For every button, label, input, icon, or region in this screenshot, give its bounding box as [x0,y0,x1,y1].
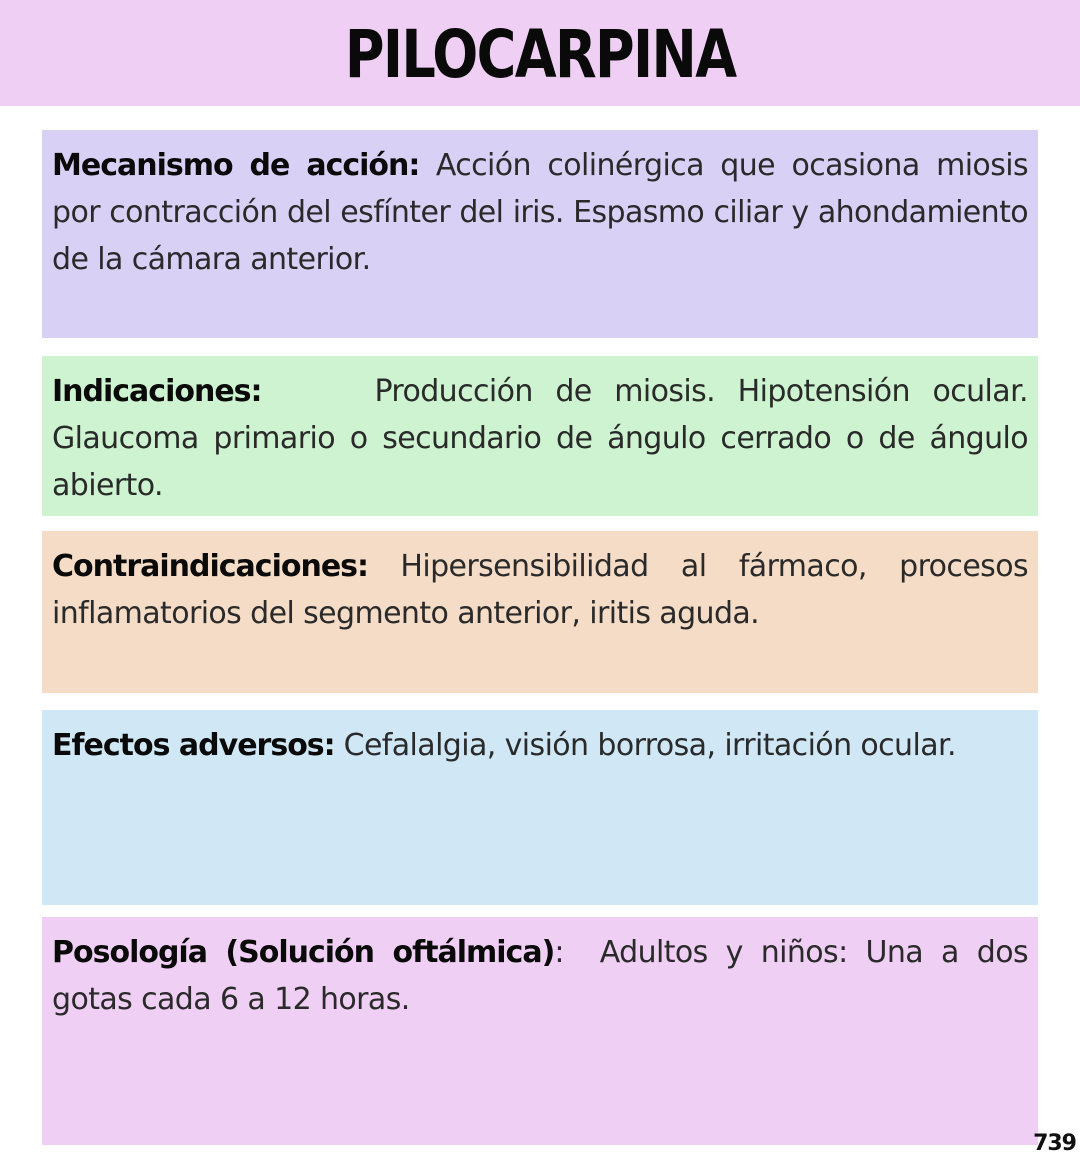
contraindications-text: Hipersensibilidad al fármaco, procesos inflamatorios del segmento anterior, iritis aguda. [52,549,1028,631]
dosage-section [42,917,1038,1145]
indications-paragraph [52,368,1037,509]
mechanism-section [42,130,1038,338]
adverse-effects-section [42,710,1038,905]
indications-section [42,356,1038,516]
indications-text: Producción de miosis. Hipotensión ocular. Glaucoma primario o secundario de ángulo cerrado o de ángulo abierto. [52,374,1037,503]
indications-label: Indicaciones: [52,374,262,409]
mechanism-paragraph [52,142,1028,283]
page-number: 739 [1033,1131,1076,1156]
title-banner [0,0,1080,106]
dosage-label: Posología (Solución oftálmica) [52,935,555,970]
page-title: PILOCARPINA [344,16,736,93]
contraindications-paragraph [52,543,1028,637]
adverse-effects-label: Efectos adversos: [52,728,335,763]
adverse-effects-text: Cefalalgia, visión borrosa, irritación ocular. [334,728,956,763]
mechanism-text: Acción colinérgica que ocasiona miosis por contracción del esfínter del iris. Espasmo ciliar y ahondamiento de la cámara anterior. [52,148,1028,277]
adverse-effects-paragraph [52,722,1028,769]
dosage-paragraph [52,929,1037,1023]
contraindications-label: Contraindicaciones: [52,549,369,584]
contraindications-section [42,531,1038,693]
mechanism-label: Mecanismo de acción: [52,148,420,183]
dosage-text: : Adultos y niños: Una a dos gotas cada 6 a 12 horas. [52,935,1037,1017]
